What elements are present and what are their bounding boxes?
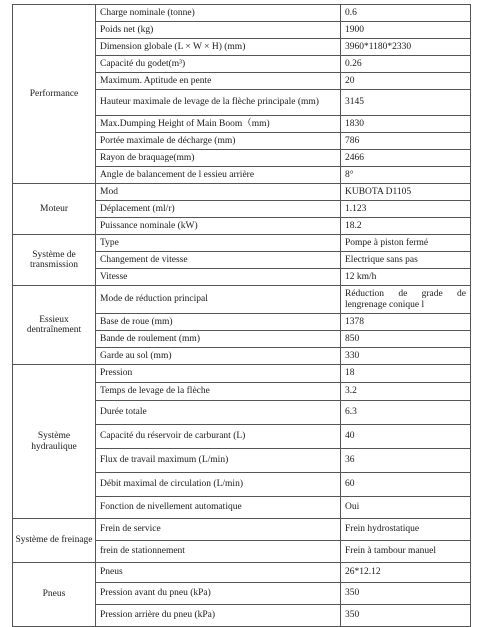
param-value: 40: [341, 425, 471, 449]
param-name: Flux de travail maximum (L/min): [96, 449, 341, 473]
param-name: Hauteur maximale de levage de la flèche principale (mm): [96, 90, 341, 116]
param-name: Durée totale: [96, 401, 341, 425]
param-name: Garde au sol (mm): [96, 348, 341, 365]
param-name: Max.Dumping Height of Main Boom（mm): [96, 116, 341, 133]
param-value: 350: [341, 605, 471, 627]
param-value: 1830: [341, 116, 471, 133]
param-value: 0.6: [341, 5, 471, 22]
param-name: Maximum. Aptitude en pente: [96, 73, 341, 90]
section-label: Pneus: [13, 563, 96, 627]
param-name: Frein de service: [96, 519, 341, 541]
section-label: Performance: [13, 5, 96, 184]
param-name: Portée maximale de décharge (mm): [96, 133, 341, 150]
param-value: 1.123: [341, 201, 471, 218]
param-value: 350: [341, 583, 471, 605]
param-value: 12 km/h: [341, 269, 471, 286]
spec-row: [13, 235, 471, 252]
param-value: 1378: [341, 314, 471, 331]
param-name: Capacité du godet(m³): [96, 56, 341, 73]
param-value: Oui: [341, 497, 471, 519]
spec-row: [13, 365, 471, 383]
spec-row: [13, 563, 471, 583]
param-name: Type: [96, 235, 341, 252]
param-value: 6.3: [341, 401, 471, 425]
param-name: Rayon de braquage(mm): [96, 150, 341, 167]
param-value: 330: [341, 348, 471, 365]
param-value: 0.26: [341, 56, 471, 73]
param-name: Changement de vitesse: [96, 252, 341, 269]
param-name: Mode de réduction principal: [96, 286, 341, 314]
section-label: Système de freinage: [13, 519, 96, 563]
section-label: Moteur: [13, 184, 96, 235]
param-name: Mod: [96, 184, 341, 201]
param-value: 2466: [341, 150, 471, 167]
param-value: 18.2: [341, 218, 471, 235]
param-value: 18: [341, 365, 471, 383]
param-name: Dimension globale (L × W × H) (mm): [96, 39, 341, 56]
param-name: Temps de levage de la flèche: [96, 383, 341, 401]
param-value: 20: [341, 73, 471, 90]
spec-row: [13, 5, 471, 22]
param-name: Pression arrière du pneu (kPa): [96, 605, 341, 627]
param-value: Electrique sans pas: [341, 252, 471, 269]
section-label: Essieux dentraînement: [13, 286, 96, 365]
section-label: Système de transmission: [13, 235, 96, 286]
param-name: Angle de balancement de l essieu arrière: [96, 167, 341, 184]
param-name: Pression: [96, 365, 341, 383]
param-name: Fonction de nivellement automatique: [96, 497, 341, 519]
param-value: 3960*1180*2330: [341, 39, 471, 56]
param-value: 3.2: [341, 383, 471, 401]
param-name: Pneus: [96, 563, 341, 583]
spec-table: [12, 4, 471, 627]
param-value: 1900: [341, 22, 471, 39]
spec-row: [13, 286, 471, 314]
param-value: 850: [341, 331, 471, 348]
spec-table-body: [13, 5, 471, 627]
param-value: KUBOTA D1105: [341, 184, 471, 201]
param-name: Bande de roulement (mm): [96, 331, 341, 348]
param-value: 3145: [341, 90, 471, 116]
param-name: Charge nominale (tonne): [96, 5, 341, 22]
param-value: Frein à tambour manuel: [341, 541, 471, 563]
param-value: 36: [341, 449, 471, 473]
param-value: 786: [341, 133, 471, 150]
param-name: Puissance nominale (kW): [96, 218, 341, 235]
param-value: Frein hydrostatique: [341, 519, 471, 541]
param-name: Pression avant du pneu (kPa): [96, 583, 341, 605]
param-name: frein de stationnement: [96, 541, 341, 563]
param-value: 26*12.12: [341, 563, 471, 583]
param-name: Base de roue (mm): [96, 314, 341, 331]
param-name: Déplacement (ml/r): [96, 201, 341, 218]
spec-row: [13, 519, 471, 541]
param-value: Réduction de grade de lengrenage conique l: [341, 286, 471, 314]
section-label: Système hydraulique: [13, 365, 96, 519]
param-name: Débit maximal de circulation (L/min): [96, 473, 341, 497]
param-value: 60: [341, 473, 471, 497]
param-value: Pompe à piston fermé: [341, 235, 471, 252]
param-name: Vitesse: [96, 269, 341, 286]
param-name: Capacité du réservoir de carburant (L): [96, 425, 341, 449]
spec-row: [13, 184, 471, 201]
param-value: 8°: [341, 167, 471, 184]
param-name: Poids net (kg): [96, 22, 341, 39]
